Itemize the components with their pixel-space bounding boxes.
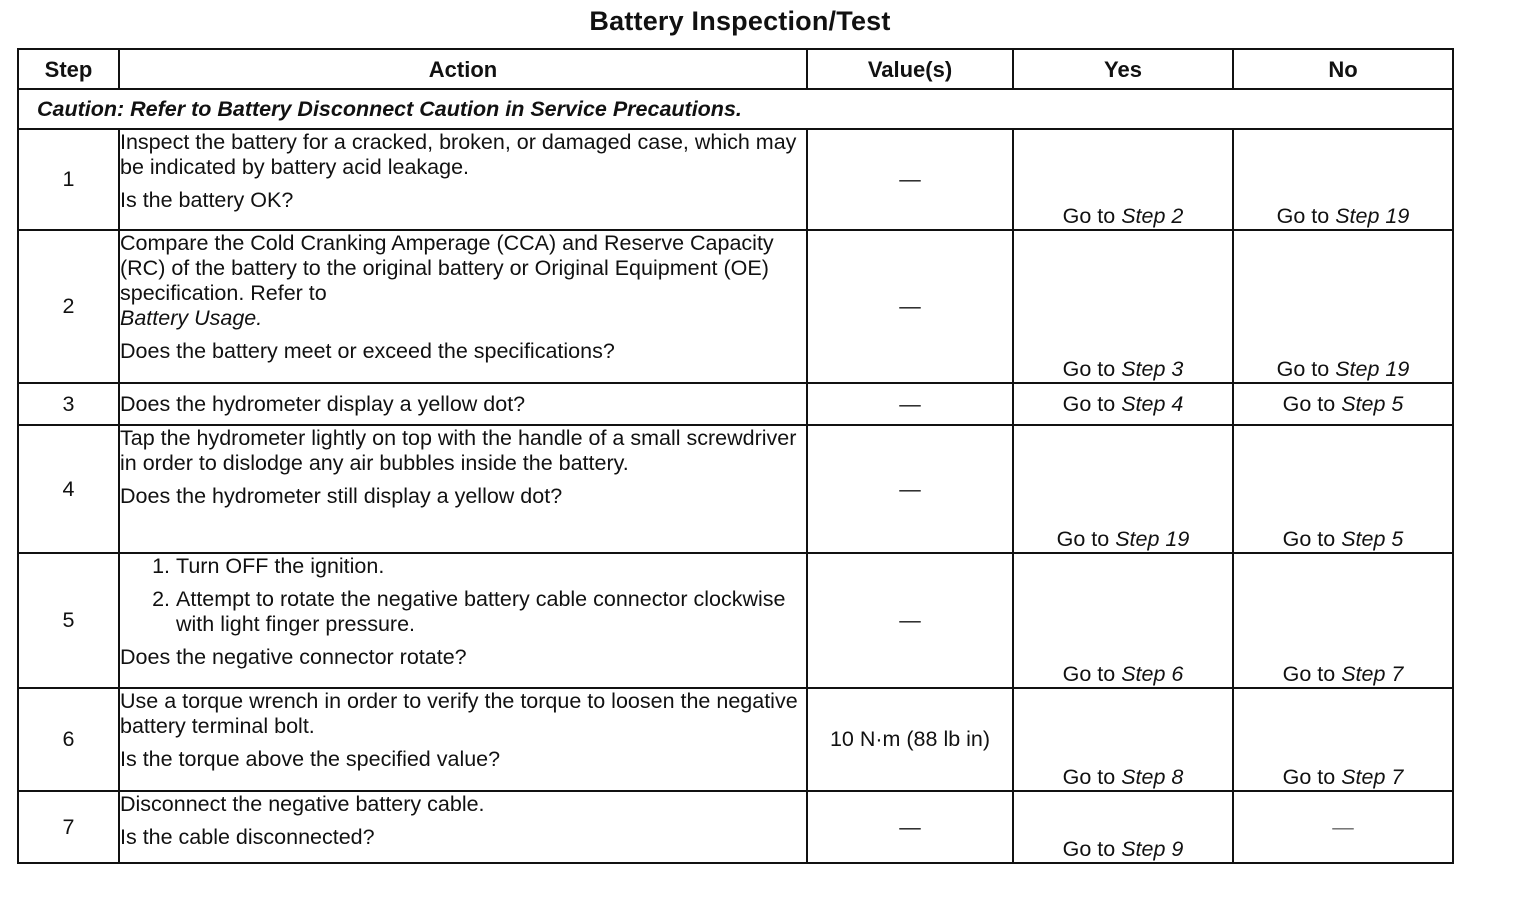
value-cell: —: [807, 553, 1013, 688]
list-item: 2. Attempt to rotate the negative battery cable connector clockwise with light finger pressure.: [176, 587, 806, 637]
no-step-link: Step 7: [1341, 765, 1404, 789]
action-cell: [119, 129, 807, 230]
action-text: Inspect the battery for a cracked, broken, or damaged case, which may be indicated by battery acid leakage.: [120, 130, 797, 179]
yes-step-link: Step 9: [1121, 837, 1184, 861]
table-row: [18, 383, 1453, 425]
value-cell: —: [807, 383, 1013, 425]
page-title: Battery Inspection/Test: [589, 6, 891, 36]
header-row: [18, 49, 1453, 89]
no-cell: [1233, 383, 1453, 425]
action-cell: [119, 791, 807, 863]
action-question: Does the hydrometer still display a yellow dot?: [120, 484, 563, 508]
no-step-link: Step 5: [1341, 527, 1404, 551]
yes-prefix: Go to: [1056, 527, 1116, 551]
value-cell: —: [807, 129, 1013, 230]
header-no: No: [1233, 49, 1453, 89]
no-prefix: Go to: [1276, 204, 1336, 228]
action-question: Does the hydrometer display a yellow dot?: [120, 391, 526, 416]
action-cell: [119, 425, 807, 553]
action-list: [120, 554, 806, 637]
action-cell: [119, 230, 807, 383]
yes-step-link: Step 3: [1121, 357, 1184, 381]
value-cell: —: [807, 791, 1013, 863]
caution-text: Caution: Refer to Battery Disconnect Caution in Service Precautions.: [18, 89, 1453, 129]
action-text: Disconnect the negative battery cable.: [120, 792, 485, 816]
yes-prefix: Go to: [1062, 837, 1122, 861]
no-prefix: Go to: [1276, 357, 1336, 381]
no-prefix: Go to: [1282, 527, 1342, 551]
diagnostic-table: [17, 48, 1454, 864]
step-number: 2: [18, 230, 119, 383]
yes-step-link: Step 8: [1121, 765, 1184, 789]
action-question: Is the torque above the specified value?: [120, 747, 501, 771]
value-cell: —: [807, 425, 1013, 553]
no-step-link: Step 19: [1335, 357, 1410, 381]
action-cell: [119, 553, 807, 688]
no-cell: —: [1233, 791, 1453, 863]
no-prefix: Go to: [1282, 662, 1342, 686]
value-cell: —: [807, 230, 1013, 383]
table-row: [18, 129, 1453, 230]
step-number: 6: [18, 688, 119, 791]
header-action: Action: [119, 49, 807, 89]
yes-cell: [1013, 230, 1233, 383]
step-number: 5: [18, 553, 119, 688]
no-prefix: Go to: [1282, 765, 1342, 789]
yes-cell: [1013, 129, 1233, 230]
action-cell: [119, 383, 807, 425]
yes-cell: [1013, 383, 1233, 425]
action-question: Does the negative connector rotate?: [120, 645, 467, 669]
no-prefix: Go to: [1282, 391, 1342, 416]
action-reference: Battery Usage.: [120, 306, 263, 330]
action-text: Use a torque wrench in order to verify the torque to loosen the negative battery terminal bolt.: [120, 689, 798, 738]
no-step-link: Step 7: [1341, 662, 1404, 686]
no-step-link: Step 19: [1335, 204, 1410, 228]
yes-prefix: Go to: [1062, 765, 1122, 789]
step-number: 7: [18, 791, 119, 863]
action-question: Is the cable disconnected?: [120, 825, 375, 849]
step-number: 1: [18, 129, 119, 230]
no-cell: [1233, 425, 1453, 553]
yes-cell: [1013, 688, 1233, 791]
yes-prefix: Go to: [1062, 204, 1122, 228]
yes-cell: [1013, 553, 1233, 688]
no-step-link: Step 5: [1341, 391, 1404, 416]
action-text: Tap the hydrometer lightly on top with the handle of a small screwdriver in order to dislodge any air bubbles inside the battery.: [120, 426, 797, 475]
yes-step-link: Step 4: [1121, 391, 1184, 416]
yes-cell: [1013, 791, 1233, 863]
yes-prefix: Go to: [1062, 662, 1122, 686]
table-row: [18, 230, 1453, 383]
step-number: 4: [18, 425, 119, 553]
table-row: [18, 425, 1453, 553]
header-values: Value(s): [807, 49, 1013, 89]
no-cell: [1233, 553, 1453, 688]
table-row: [18, 791, 1453, 863]
yes-cell: [1013, 425, 1233, 553]
caution-row: [18, 89, 1453, 129]
no-cell: [1233, 688, 1453, 791]
action-question: Does the battery meet or exceed the specifications?: [120, 339, 615, 363]
yes-step-link: Step 6: [1121, 662, 1184, 686]
yes-prefix: Go to: [1062, 391, 1122, 416]
no-cell: [1233, 129, 1453, 230]
yes-step-link: Step 19: [1115, 527, 1190, 551]
header-step: Step: [18, 49, 119, 89]
header-yes: Yes: [1013, 49, 1233, 89]
no-cell: [1233, 230, 1453, 383]
action-question: Is the battery OK?: [120, 188, 294, 212]
list-item: 1. Turn OFF the ignition.: [176, 554, 806, 579]
action-text: Compare the Cold Cranking Amperage (CCA) and Reserve Capacity (RC) of the battery to the original battery or Original Equipment (OE) specification. Refer to: [120, 231, 774, 305]
yes-step-link: Step 2: [1121, 204, 1184, 228]
step-number: 3: [18, 383, 119, 425]
table-row: [18, 688, 1453, 791]
value-cell: 10 N·m (88 lb in): [807, 688, 1013, 791]
action-cell: [119, 688, 807, 791]
table-row: [18, 553, 1453, 688]
yes-prefix: Go to: [1062, 357, 1122, 381]
